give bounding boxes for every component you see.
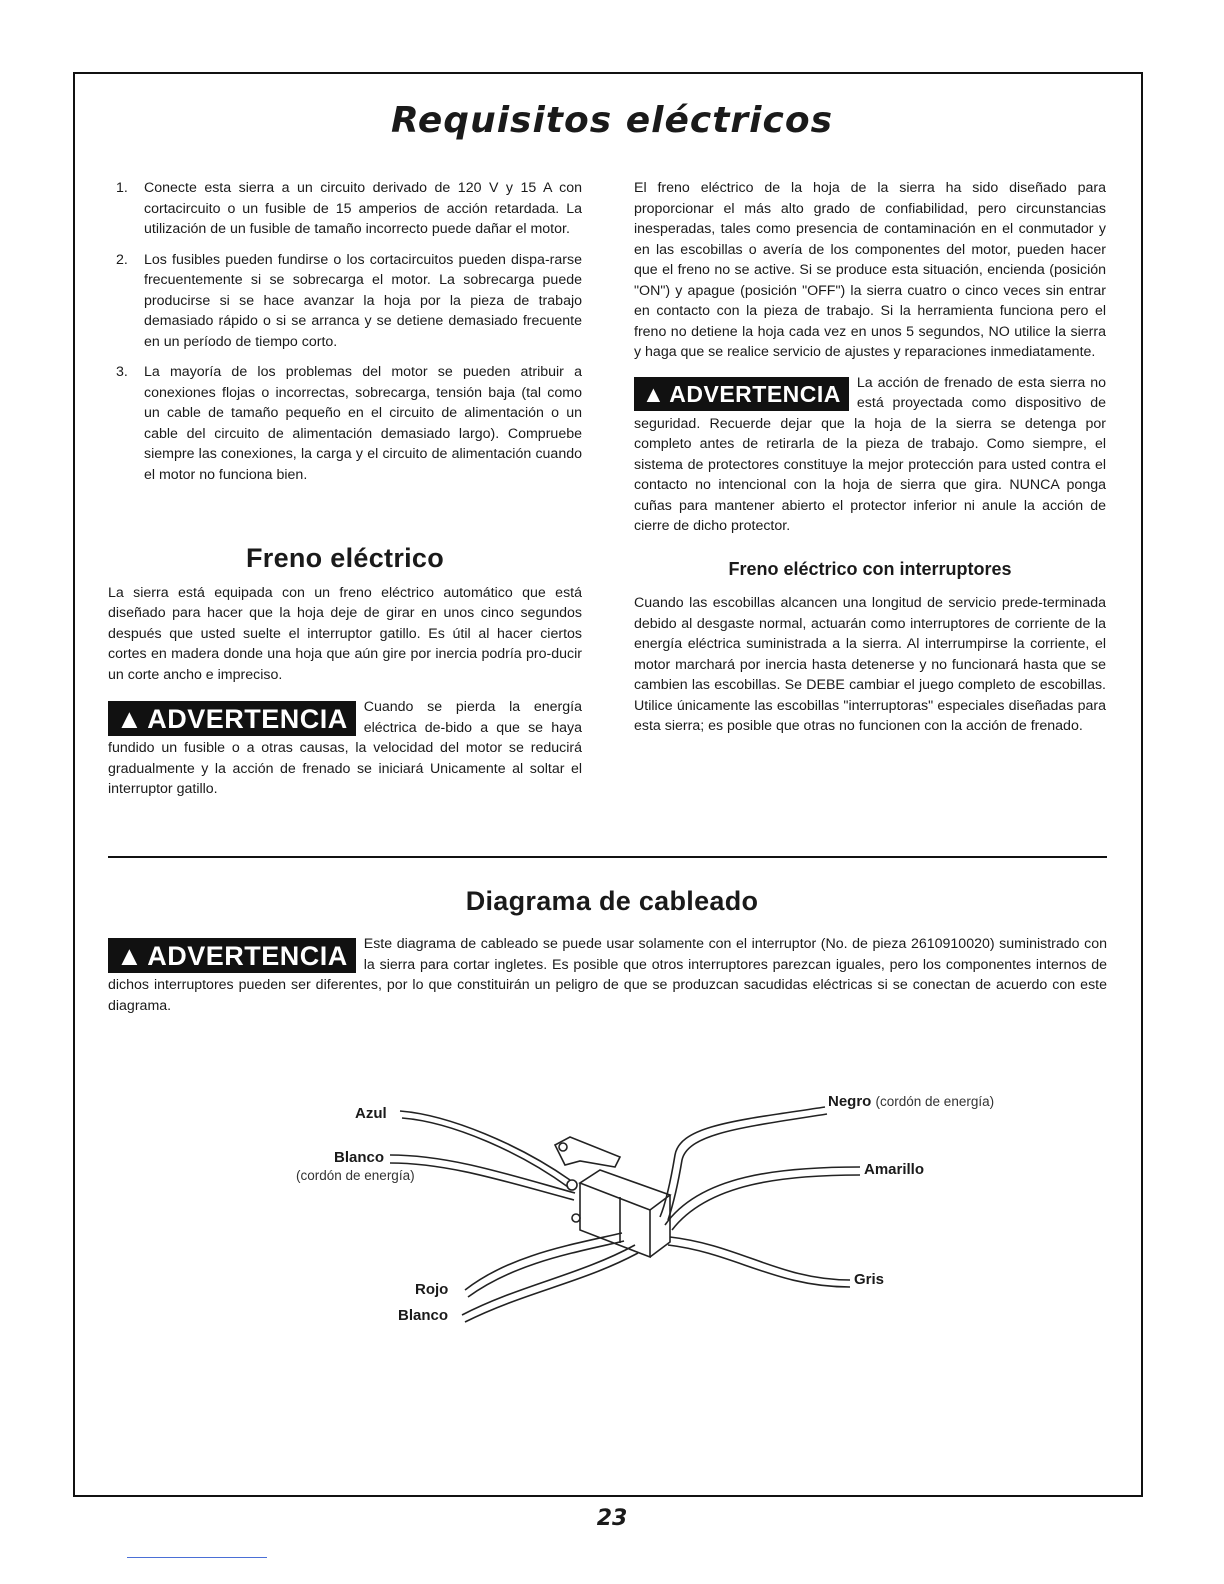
brake-section [108, 543, 582, 800]
label-negro: Negro (cordón de energía) [828, 1093, 995, 1110]
label-rojo: Rojo [415, 1281, 449, 1298]
wiring-diagram-svg [280, 1085, 1040, 1345]
page-title: Requisitos eléctricos [390, 100, 834, 141]
requirements-list [116, 178, 582, 485]
switch-brake-paragraph: Cuando las escobillas alcancen una longitud de servicio prede-terminada debido al desgaste normal, actuarán como interruptores de corriente de la energía eléctrica suministrada a la sierra. Al interrumpirse la corriente, el motor marchará por inercia hasta detenerse y no funcionará hasta que se cambien las escobillas. Se DEBE cambiar el juego completo de escobillas. Utilice únicamente las escobillas "interruptoras" especiales diseñadas para esta sierra; es posible que otras no funcionen con la acción de frenado. [634, 595, 1106, 734]
label-blanco-top: Blanco [334, 1149, 385, 1166]
list-item: 1. Conecte esta sierra a un circuito derivado de 120 V y 15 A con cortacircuito o un fusible de 15 amperios de acción retardada. La utilización de un fusible de tamaño incorrecto puede dañar el motor. [116, 180, 582, 237]
label-blanco-bottom: Blanco [398, 1307, 449, 1324]
brake-warning: ▲ ADVERTENCIA Cuando se pierda la energía eléctrica de-bido a que se haya fundido un fusible o a otras causas, la velocidad del motor se reducirá gradualmente y la acción de frenado se iniciará Unicamente al soltar el interruptor gatillo. [108, 699, 582, 797]
wiring-heading: Diagrama de cableado [465, 886, 759, 916]
section-divider [108, 856, 1107, 858]
brake-paragraph: La sierra está equipada con un freno eléctrico automático que está diseñado para hacer que la hoja deje de girar en unos cinco segundos después que usted suelte el interruptor gatillo. Es útil al hacer ciertos cortes en madera donde una hoja que aún gire por inercia podría pro-ducir un corte ancho e impreciso. [108, 584, 582, 683]
wire-gris [670, 1237, 850, 1280]
wire-negro [660, 1107, 825, 1217]
footer-line [127, 1557, 267, 1558]
label-gris: Gris [854, 1271, 885, 1288]
warning-triangle-icon: ▲ [116, 704, 144, 734]
warning-badge: ▲ ADVERTENCIA [108, 938, 356, 973]
right-paragraph: El freno eléctrico de la hoja de la sierra ha sido diseñado para proporcionar el más alto grado de confiabilidad, pero circunstancias inesperadas, tales como presencia de contaminación en el conmutador y en las escobillas o avería de los componentes del motor, pueden hacer que el freno no se active. Si se produce esta situación, encienda (posición "ON") y apague (posición "OFF") la sierra cuatro o cinco veces sin entrar en contacto con la pieza de trabajo. Si la herramienta funciona pero el freno no detiene la hoja cada vez en unos 5 segundos, NO utilice la sierra y haga que se realice servicio de ajustes y reparaciones inmediatamente. [634, 180, 1106, 360]
label-blanco-top-sub: (cordón de energía) [296, 1168, 415, 1183]
warning-badge: ▲ ADVERTENCIA [634, 377, 849, 411]
right-column [634, 178, 1106, 737]
wiring-warning: ▲ ADVERTENCIA Este diagrama de cableado se puede usar solamente con el interruptor (No. de pieza 2610910020) suministrado con la sierra para cortar ingletes. Es posible que otros interruptores parezcan iguales, pero los componentes internos de dichos interruptores pueden ser diferentes, por lo que constituirán un peligro de que se produzcan sacudidas eléctricas si se conectan de acuerdo con este diagrama. [108, 936, 1107, 1014]
brake-heading: Freno eléctrico [245, 543, 445, 573]
switch-brake-heading: Freno eléctrico con interruptores [728, 558, 1012, 579]
switch-body [580, 1170, 670, 1210]
label-amarillo: Amarillo [864, 1161, 925, 1178]
wire-blanco-bottom [462, 1245, 635, 1315]
list-item: 3. La mayoría de los problemas del motor se pueden atribuir a conexiones flojas o incorrectas, sobrecarga, tensión baja (tal como un cable de tamaño pequeño en el circuito de alimentación o un cable del circuito de alimentación demasiado largo). Compruebe siempre las conexiones, la carga y el circuito de alimentación cuando el motor no funciona bien. [116, 364, 582, 483]
list-item: 2. Los fusibles pueden fundirse o los cortacircuitos pueden dispa-rarse frecuentemente si se sobrecarga el motor. La sobrecarga puede producirse si se hace avanzar la hoja por la pieza de trabajo demasiado rápido o si se arranca y se detiene demasiado frecuente en un período de tiempo corto. [116, 251, 582, 350]
wiring-diagram [280, 1085, 1040, 1345]
left-column [116, 178, 582, 495]
warning-triangle-icon: ▲ [642, 380, 666, 407]
switch-lever [555, 1137, 620, 1167]
page-number: 23 [596, 1506, 628, 1531]
warning-triangle-icon: ▲ [116, 941, 144, 971]
right-warning: ▲ ADVERTENCIA La acción de frenado de esta sierra no está proyectada como dispositivo de seguridad. Recuerde dejar que la hoja de la sierra se detenga por completo antes de retirarla de la pieza de trabajo. Como siempre, el sistema de protectores constituye la mejor protección para usted contra el contacto no intencional con la hoja de sierra que gira. NUNCA ponga cuñas para mantener abierto el protector inferior ni anule la acción de cierre de dicho protector. [634, 374, 1106, 534]
label-azul: Azul [355, 1105, 387, 1122]
warning-badge: ▲ ADVERTENCIA [108, 701, 356, 736]
wire-blanco-top [390, 1155, 575, 1193]
